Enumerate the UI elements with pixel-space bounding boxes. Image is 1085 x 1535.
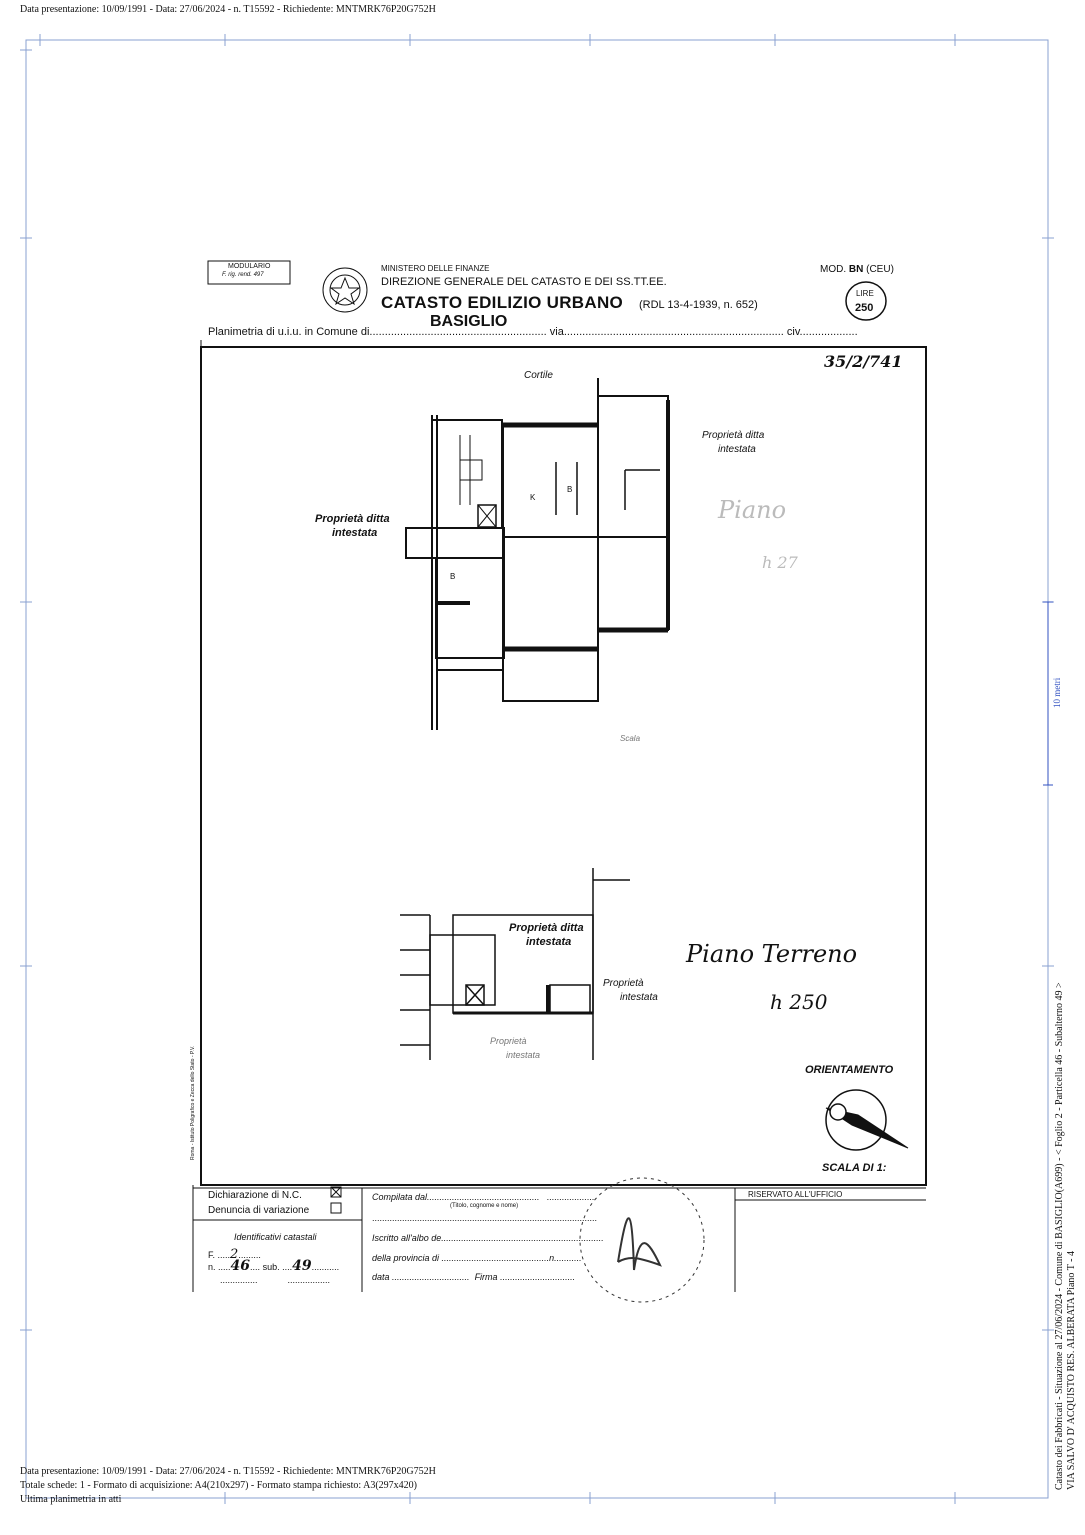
- h-value-label: h 250: [770, 990, 828, 1014]
- data-firma-row: data ............................... Firma ..............................: [372, 1272, 576, 1282]
- h-faint: h 27: [762, 553, 798, 572]
- upper-floor-plan: [406, 378, 668, 730]
- dichiarazione-label: Dichiarazione di N.C.: [208, 1190, 302, 1201]
- orientamento-label: ORIENTAMENTO: [805, 1064, 894, 1076]
- room-b2-label: B: [450, 572, 456, 581]
- direzione-label: DIREZIONE GENERALE DEL CATASTO E DEI SS.TT.EE.: [381, 276, 667, 288]
- room-b-label: B: [567, 485, 573, 494]
- scala-label: SCALA DI 1:: [822, 1162, 887, 1174]
- side-info-line-1: Catasto dei Fabbricati - Situazione al 27/06/2024 - Comune di BASIGLIO(A699) - < Foglio 2 - Particella 46 - Subalterno 49 >: [1054, 982, 1065, 1490]
- cortile-label: Cortile: [524, 370, 553, 381]
- modulario-label: MODULARIO: [228, 263, 271, 270]
- identificativi-label: Identificativi catastali: [234, 1232, 317, 1242]
- frame-ticks: [20, 34, 1054, 1504]
- piano-faint: Piano: [718, 496, 787, 524]
- lower-prop-top: Proprietà ditta: [509, 922, 584, 934]
- lower-prop-bottom-2: intestata: [506, 1050, 541, 1060]
- ministry-label: MINISTERO DELLE FINANZE: [381, 264, 490, 273]
- modulario-sub: F. rig. rend. 497: [222, 272, 264, 278]
- riservato-label: RISERVATO ALL'UFFICIO: [748, 1190, 843, 1199]
- footer-line-3: Ultima planimetria in atti: [20, 1494, 122, 1505]
- lower-prop-top-2: intestata: [526, 936, 572, 948]
- printer-label: Roma - Istituto Poligrafico e Zecca dello Stato - P.V.: [190, 1045, 196, 1160]
- titolo-label: (Titolo, cognome e nome): [450, 1203, 519, 1209]
- denuncia-label: Denuncia di variazione: [208, 1205, 310, 1216]
- provincia-row: della provincia di ...........................................n...........: [372, 1253, 582, 1263]
- lower-prop-bottom: Proprietà: [490, 1036, 527, 1046]
- f-row: F. .....2.........: [208, 1247, 261, 1262]
- lower-floor-plan: [400, 868, 630, 1060]
- lower-prop-right: Proprietà: [603, 978, 644, 989]
- planimetria-line: Planimetria di u.i.u. in Comune di.......................................................... via........................................................................ civ...................: [208, 326, 858, 338]
- prop-left-label-2: intestata: [332, 527, 378, 539]
- lire-stamp: [846, 282, 886, 320]
- plan-reference: 35/2/741: [824, 352, 903, 371]
- room-k-label: K: [530, 493, 536, 502]
- side-info-line-2: VIA SALVO D' ACQUISTO RES. ALBERATA Piano T - 4: [1066, 1251, 1077, 1490]
- prop-right-label: Proprietà ditta: [702, 430, 765, 441]
- header-text: Data presentazione: 10/09/1991 - Data: 27/06/2024 - n. T15592 - Richiedente: MNTMRK76P20G752H: [20, 4, 436, 15]
- iscritto-row: Iscritto all'albo de.................................................................: [372, 1233, 604, 1243]
- prop-left-label: Proprietà ditta: [315, 513, 390, 525]
- mod-label: MOD. BN (CEU): [820, 264, 894, 275]
- rdl-label: (RDL 13-4-1939, n. 652): [639, 299, 758, 311]
- prop-right-label-2: intestata: [718, 444, 756, 455]
- footer-line-2: Totale schede: 1 - Formato di acquisizione: A4(210x297) - Formato stampa richiesto: A3(297x420): [20, 1480, 417, 1491]
- catasto-title: CATASTO EDILIZIO URBANO: [381, 293, 624, 312]
- n-sub-row: n. .....46.... sub. ....49...........: [208, 1258, 340, 1274]
- scale-label: 10 metri: [1052, 677, 1062, 708]
- lire-value: 250: [855, 302, 874, 314]
- comune-value: BASIGLIO: [430, 313, 508, 330]
- checkbox-variazione: [331, 1203, 341, 1213]
- form-border: [193, 340, 926, 1292]
- emblem-icon: [323, 268, 367, 312]
- footer-line-1: Data presentazione: 10/09/1991 - Data: 27/06/2024 - n. T15592 - Richiedente: MNTMRK76P20G752H: [20, 1466, 436, 1477]
- lire-label: LIRE: [856, 289, 874, 298]
- piano-terreno-label: Piano Terreno: [686, 940, 858, 968]
- compass-icon: [826, 1090, 908, 1150]
- lower-prop-right-2: intestata: [620, 992, 658, 1003]
- bottom-faint-label: Scala: [620, 734, 641, 743]
- compilata-row: Compilata dal............................................. ...................: [372, 1192, 595, 1202]
